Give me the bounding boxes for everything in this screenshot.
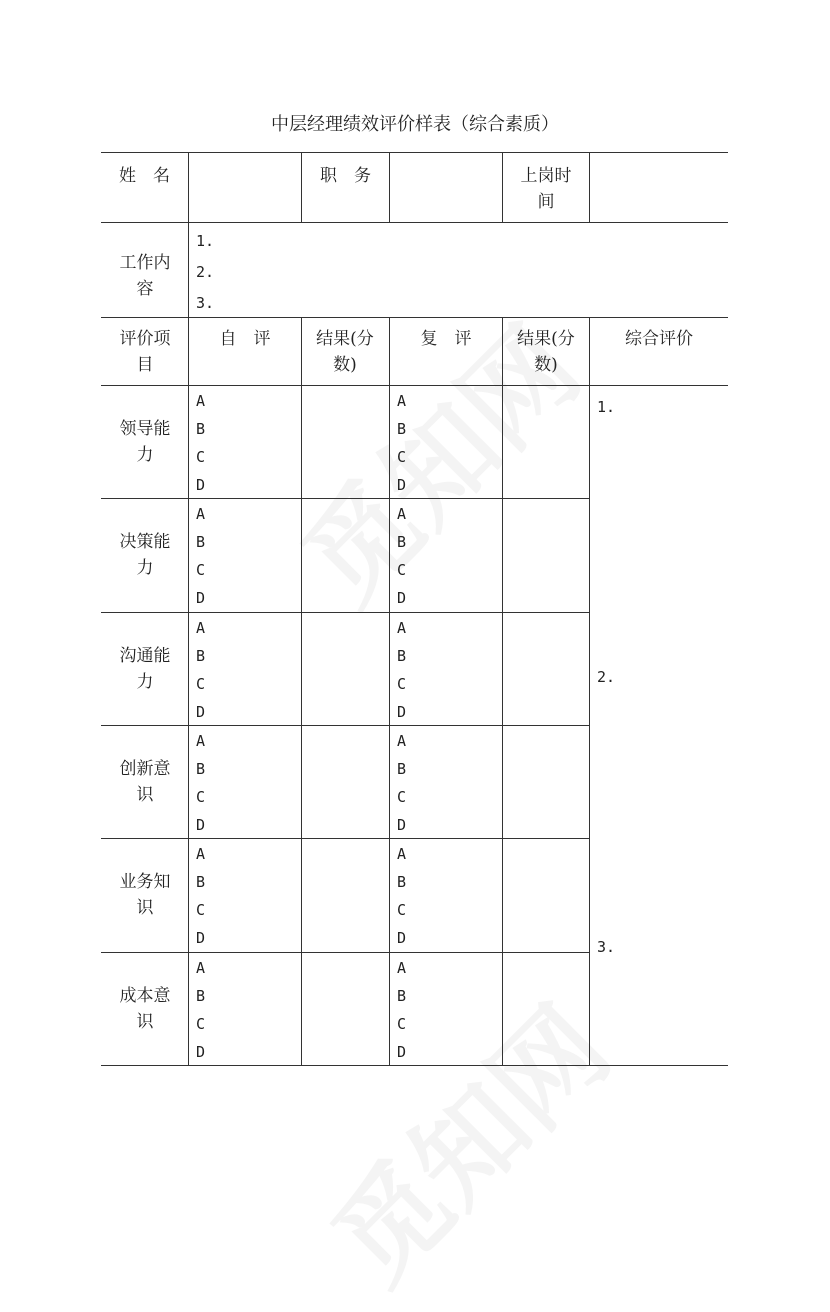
option-c[interactable]: C [397,675,407,693]
work-line: 1. [196,232,215,250]
option-a[interactable]: A [196,619,206,637]
option-b[interactable]: B [196,987,206,1005]
page-title: 中层经理绩效评价样表（综合素质） [271,114,559,135]
option-b[interactable]: B [397,647,407,665]
option-b[interactable]: B [397,533,407,551]
option-c[interactable]: C [196,448,206,466]
overall-number-3: 3. [597,938,616,956]
overall-number-2: 2. [597,668,616,686]
eval-item-label: 成本意识 [119,986,171,1032]
review-result-field[interactable] [503,726,589,838]
column-review-result: 结果(分数) [517,329,575,375]
overall-number-1: 1. [597,398,616,416]
column-item: 评价项目 [119,329,171,375]
review-result-field[interactable] [503,839,589,952]
option-b[interactable]: B [196,873,206,891]
name-label: 姓 名 [119,166,170,186]
review-options[interactable] [397,614,406,726]
option-a[interactable]: A [397,732,407,750]
self-result-field[interactable] [302,953,388,1065]
option-b[interactable]: B [196,647,206,665]
position-label: 职 务 [320,166,371,186]
option-c[interactable]: C [397,788,407,806]
review-result-field[interactable] [503,386,589,498]
review-options[interactable] [397,840,406,952]
column-self-result: 结果(分数) [316,329,374,375]
name-field[interactable] [189,153,301,222]
option-a[interactable]: A [397,392,407,410]
option-d[interactable]: D [397,703,407,721]
option-a[interactable]: A [397,845,407,863]
option-a[interactable]: A [196,959,206,977]
option-d[interactable]: D [196,703,206,721]
option-c[interactable]: C [397,1015,407,1033]
option-a[interactable]: A [196,732,206,750]
self-options[interactable] [196,387,205,499]
option-b[interactable]: B [196,533,206,551]
self-result-field[interactable] [302,499,388,612]
option-d[interactable]: D [196,476,206,494]
self-options[interactable] [196,840,205,952]
option-a[interactable]: A [397,619,407,637]
review-options[interactable] [397,727,406,839]
option-d[interactable]: D [196,589,206,607]
column-overall: 综合评价 [625,329,693,349]
option-b[interactable]: B [397,420,407,438]
option-b[interactable]: B [196,420,206,438]
option-c[interactable]: C [196,1015,206,1033]
option-d[interactable]: D [196,1043,206,1061]
option-c[interactable]: C [196,675,206,693]
option-d[interactable]: D [196,816,206,834]
review-options[interactable] [397,954,406,1066]
option-a[interactable]: A [196,392,206,410]
self-result-field[interactable] [302,386,388,498]
review-options[interactable] [397,500,406,612]
option-c[interactable]: C [397,448,407,466]
option-c[interactable]: C [196,901,206,919]
option-b[interactable]: B [397,873,407,891]
option-d[interactable]: D [397,929,407,947]
option-b[interactable]: B [196,760,206,778]
tenure-label: 上岗时间 [520,166,572,212]
option-c[interactable]: C [196,561,206,579]
column-review: 复 评 [420,329,472,349]
review-options[interactable] [397,387,406,499]
work-line: 3. [196,294,215,312]
review-result-field[interactable] [503,953,589,1065]
review-result-field[interactable] [503,613,589,725]
option-d[interactable]: D [397,1043,407,1061]
option-a[interactable]: A [397,959,407,977]
eval-item-label: 创新意识 [119,759,171,805]
self-result-field[interactable] [302,613,388,725]
option-b[interactable]: B [397,760,407,778]
option-a[interactable]: A [196,505,206,523]
option-d[interactable]: D [397,476,407,494]
eval-item-label: 决策能力 [119,532,171,578]
self-result-field[interactable] [302,839,388,952]
eval-item-label: 领导能力 [119,419,171,465]
eval-item-label: 沟通能力 [119,646,171,692]
position-field[interactable] [390,153,502,222]
self-options[interactable] [196,614,205,726]
self-options[interactable] [196,500,205,612]
self-options[interactable] [196,954,205,1066]
option-c[interactable]: C [397,561,407,579]
option-a[interactable]: A [196,845,206,863]
option-d[interactable]: D [397,589,407,607]
option-a[interactable]: A [397,505,407,523]
option-c[interactable]: C [397,901,407,919]
column-self-eval: 自 评 [219,329,271,349]
option-b[interactable]: B [397,987,407,1005]
work-line: 2. [196,263,215,281]
work-content-lines[interactable] [196,226,214,319]
tenure-field[interactable] [590,153,728,222]
option-d[interactable]: D [397,816,407,834]
review-result-field[interactable] [503,499,589,612]
eval-item-label: 业务知识 [119,872,171,918]
self-options[interactable] [196,727,205,839]
option-c[interactable]: C [196,788,206,806]
self-result-field[interactable] [302,726,388,838]
option-d[interactable]: D [196,929,206,947]
work-content-label: 工作内容 [119,253,171,299]
